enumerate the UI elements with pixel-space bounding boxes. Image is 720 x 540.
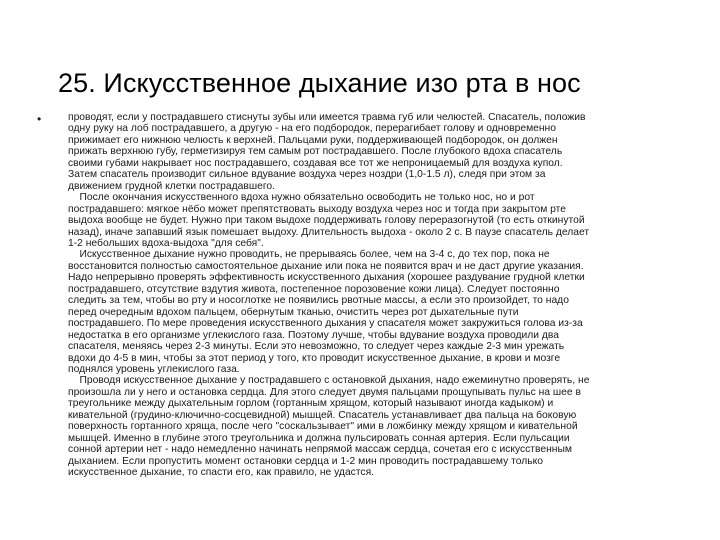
body-line: прижать верхнюю губу, герметизируя тем самым рот пострадавшего. После глубокого вдоха спасатель [68,146,563,158]
body-line: пострадавшего: мягкое нёбо может препятствовать выходу воздуха через нос и тогда при закрытом рте [68,203,566,215]
body-line: прижимает его нижнюю челюсть к верхней. Пальцами руки, поддерживающей подбородок, он должен [68,134,558,146]
body-line: пострадавшего. По мере проведения искусственного дыхания у спасателя может закружиться голова из-за [68,318,583,330]
body-line: дыханием. Если пропустить момент остановки сердца и 1-2 мин проводить пострадавшему только [68,455,543,467]
body-line: поднялся уровень углекислого газа. [68,363,240,375]
body-line: движением грудной клетки пострадавшего. [68,180,275,192]
body-text [68,112,704,479]
body-line: После окончания искусственного вдоха нужно обязательно освободить не только нос, но и рот [68,192,535,204]
body-line: вдохи до 4-5 в мин, чтобы за этот период у того, кто проводит искусственное дыхание, в крови и мозге [68,352,561,364]
body-line: поверхность гортанного хряща, после чего "соскальзывает" ими в ложбинку между хрящом и кивательной [68,421,578,433]
body-line: Искусственное дыхание нужно проводить, не прерываясь более, чем на 3-4 с, до тех пор, пока не [68,249,550,261]
bullet-marker: • [37,112,42,126]
body-line: треугольнике между дыхательным горлом (гортанным хрящом, который называют иногда кадыком) и [68,398,554,410]
body-line: проводят, если у пострадавшего стиснуты зубы или имеется травма губ или челюстей. Спасатель, положив [68,112,586,123]
body-line: выдоха вообще не будет. Нужно при таком выдохе поддерживать голову переразогнутой (то есть откинутой [68,215,585,227]
body-line: мышцей. Именно в глубине этого треугольника и должна пульсировать сонная артерия. Если пульсации [68,432,570,444]
body-line: сонной артерии нет - надо немедленно начинать непрямой массаж сердца, сочетая его с искусственным [68,444,572,456]
body-line: одну руку на лоб пострадавшего, а другую - на его подбородок, перерагибает голову и одновременно [68,123,556,135]
body-line: искусственное дыхание, то спасти его, как правило, не удастся. [68,467,375,479]
body-line: спасателя, меняясь через 2-3 минуты. Если это невозможно, то следует через каждые 2-3 мин урежать [68,341,565,353]
body-line: следить за тем, чтобы во рту и носоглотке не появились рвотные массы, а если это произойдет, то надо [68,295,569,307]
body-line: произошла ли у него и остановка сердца. Для этого следует двумя пальцами прощупывать пульс на шее в [68,386,581,398]
body-line: перед очередным вдохом пальцем, обернутым тканью, очистить через рот дыхательные пути [68,306,519,318]
body-line: восстановится полностью самостоятельное дыхание или пока не появится врач и не даст другие указания. [68,260,584,272]
body-line: кивательной (грудино-ключично-сосцевидной) мышцей. Спасатель устанавливает два пальца на боковую [68,409,577,421]
body-line: пострадавшего, отсутствие вздутия живота, постепенное порозовение кожи лица). Следует постоянно [68,283,560,295]
body-line: своими губами накрывает нос пострадавшего, создавая все тот же непроницаемый для воздуха купол. [68,157,563,169]
body-line: назад), иначе запавший язык помешает выдоху. Длительность выдоха - около 2 с. В паузе спасатель делает [68,226,590,238]
body-line: недостатка в его организме углекислого газа. Поэтому лучше, чтобы вдувание воздуха проводили два [68,329,559,341]
body-line: Затем спасатель производит сильное вдувание воздуха через ноздри (1,0-1.5 л), следя при этом за [68,169,546,181]
body-line: Проводя искусственное дыхание у пострадавшего с остановкой дыхания, надо ежеминутно проверять, не [68,375,590,387]
body-line: Надо непрерывно проверять эффективность искусственного дыхания (хорошее раздувание грудной клетки [68,272,585,284]
slide-title: 25. Искусственное дыхание изо рта в нос [58,68,581,99]
body-line: 1-2 небольших вдоха-выдоха "для себя". [68,237,264,249]
